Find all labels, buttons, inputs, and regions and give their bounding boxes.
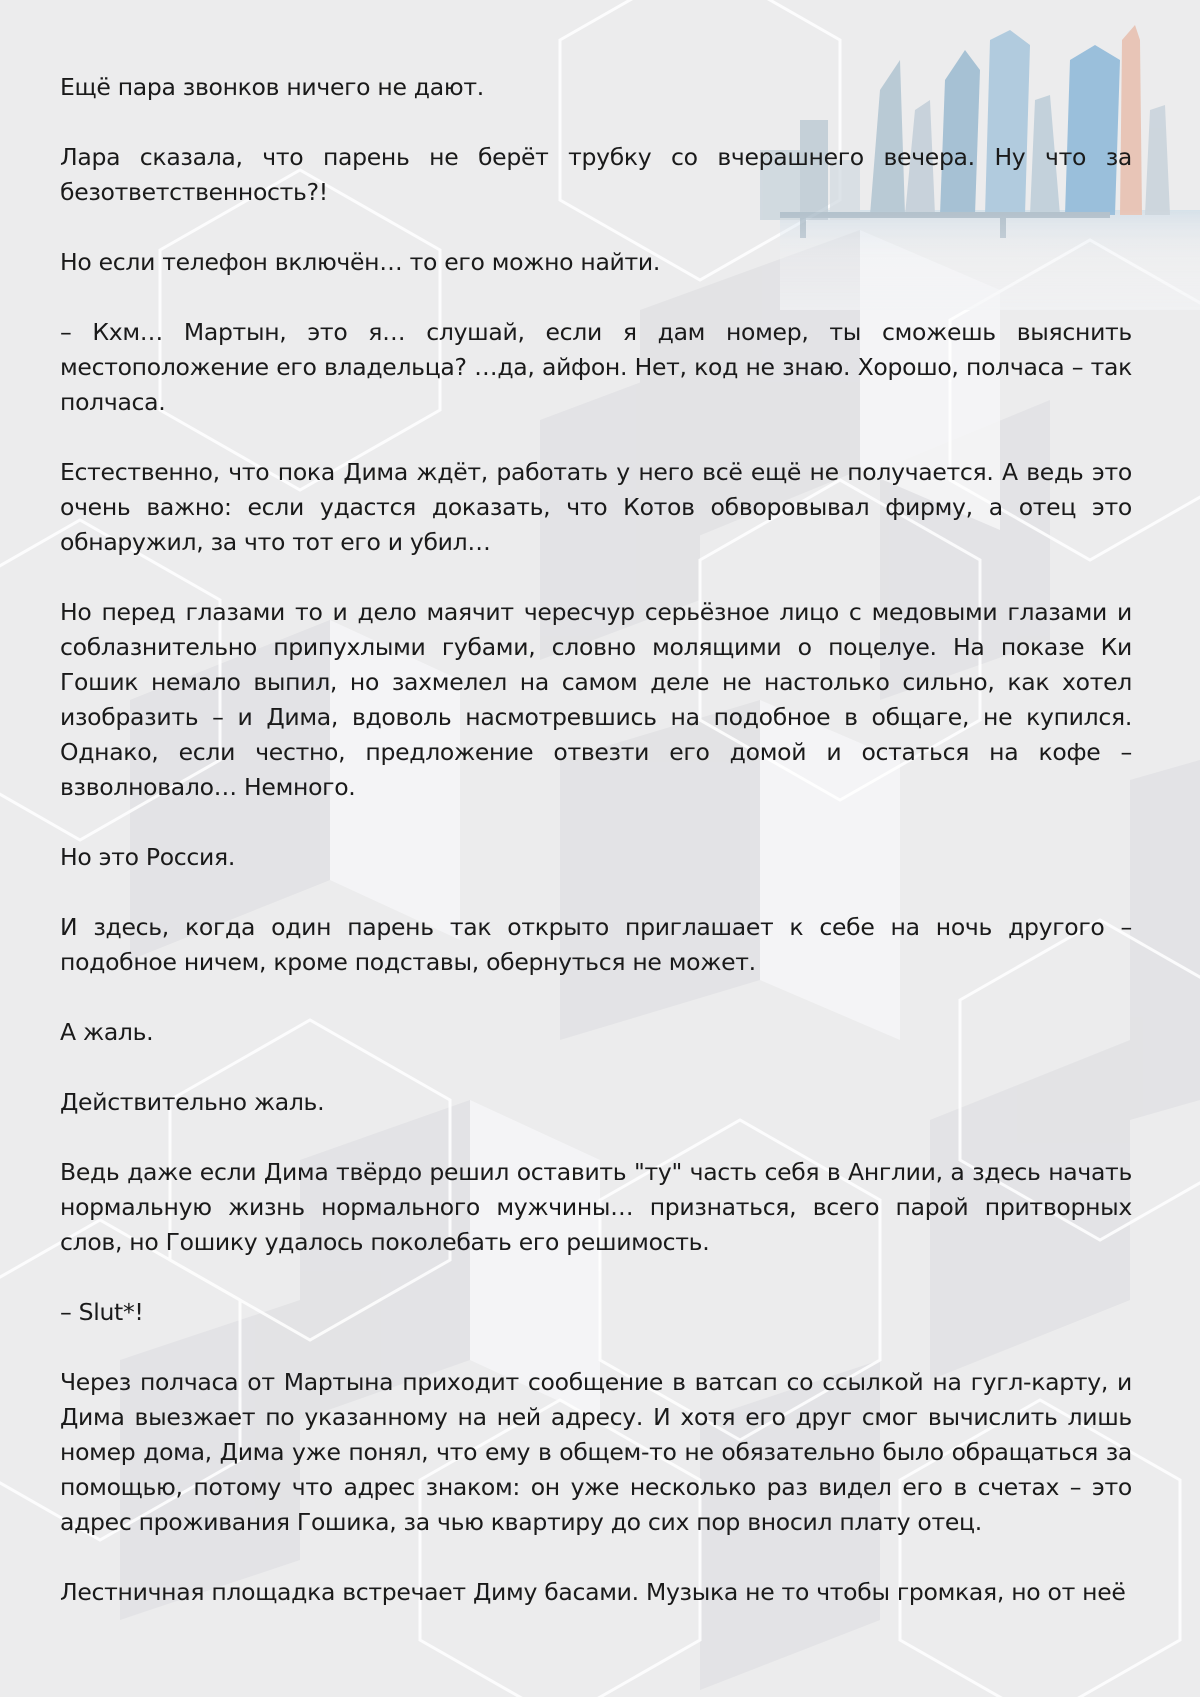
- paragraph: Лестничная площадка встречает Диму басами. Музыка не то чтобы громкая, но от неё: [60, 1578, 1126, 1606]
- paragraph: Ведь даже если Дима твёрдо решил оставить "ту" часть себя в Англии, а здесь начать нормальную жизнь нормального мужчины… признаться, всего парой притворных слов, но Гошику удалось поколебать его решимость.: [60, 1158, 1132, 1256]
- paragraph: А жаль.: [60, 1018, 154, 1046]
- paragraph: Через полчаса от Мартына приходит сообщение в ватсап со ссылкой на гугл-карту, и Дима выезжает по указанному на ней адресу. И хотя его друг смог вычислить лишь номер дома, Дима уже понял, что ему в общем-то не обязательно было обращаться за помощью, потому что адрес знаком: он уже несколько раз видел его в счетах – это адрес проживания Гошика, за чью квартиру до сих пор вносил плату отец.: [60, 1368, 1132, 1536]
- paragraph: Естественно, что пока Дима ждёт, работать у него всё ещё не получается. А ведь это очень важно: если удастся доказать, что Котов обворовывал фирму, а отец это обнаружил, за что тот его и убил…: [60, 458, 1132, 556]
- paragraph: Лара сказала, что парень не берёт трубку со вчерашнего вечера. Ну что за безответственность?!: [60, 143, 1132, 206]
- paragraph: Но перед глазами то и дело маячит чересчур серьёзное лицо с медовыми глазами и соблазнительно припухлыми губами, словно молящими о поцелуе. На показе Ки Гошик немало выпил, но захмелел на самом деле не настолько сильно, как хотел изобразить – и Дима, вдоволь насмотревшись на подобное в общаге, не купился. Однако, если честно, предложение отвезти его домой и остаться на кофе – взволновало… Немного.: [60, 598, 1132, 801]
- paragraph: Действительно жаль.: [60, 1088, 325, 1116]
- paragraph: Но это Россия.: [60, 843, 236, 871]
- paragraph: – Slut*!: [60, 1298, 144, 1326]
- document-body: [60, 70, 1132, 1610]
- paragraph: Ещё пара звонков ничего не дают.: [60, 73, 484, 101]
- paragraph: И здесь, когда один парень так открыто приглашает к себе на ночь другого – подобное ничем, кроме подставы, обернуться не может.: [60, 913, 1132, 976]
- paragraph: Но если телефон включён… то его можно найти.: [60, 248, 661, 276]
- paragraph: – Кхм… Мартын, это я… слушай, если я дам номер, ты сможешь выяснить местоположение его владельца? …да, айфон. Нет, код не знаю. Хорошо, полчаса – так полчаса.: [60, 318, 1132, 416]
